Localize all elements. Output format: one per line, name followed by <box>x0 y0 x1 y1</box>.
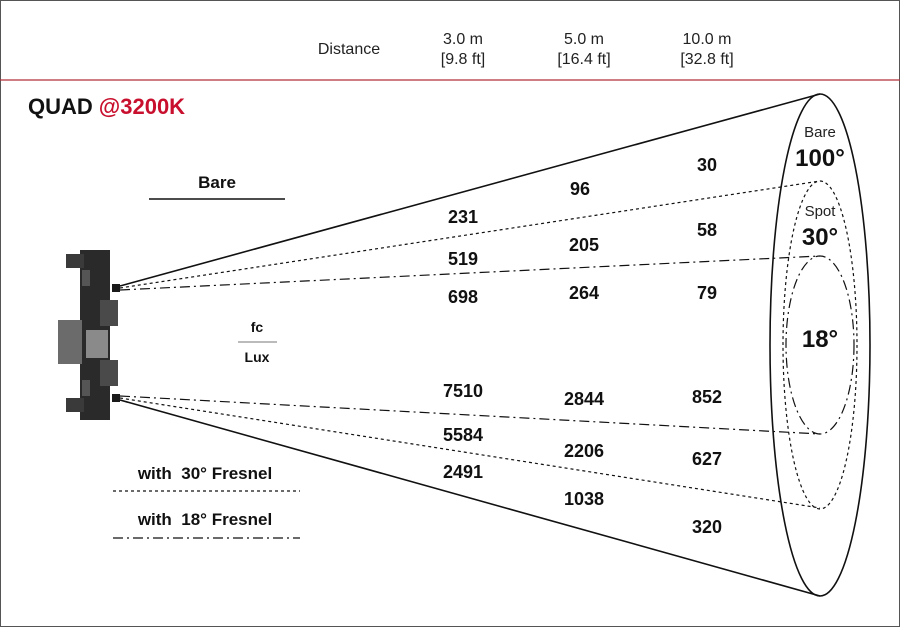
fc-narrow-3m: 698 <box>447 287 479 307</box>
lux-spot-5m: 2206 <box>563 441 605 461</box>
quad-fixture-image <box>58 250 120 420</box>
lux-spot-10m: 627 <box>691 449 723 469</box>
fc-bare-5m: 96 <box>569 179 591 199</box>
lux-spot-3m: 5584 <box>442 425 484 445</box>
col-3-metric: 10.0 m <box>682 31 732 48</box>
title <box>28 94 185 119</box>
legend-bare-label: Bare <box>198 173 236 192</box>
lux-bare-3m: 2491 <box>442 462 484 482</box>
fc-narrow-5m: 264 <box>568 283 600 303</box>
lux-narrow-5m: 2844 <box>563 389 605 409</box>
fc-bare-3m: 231 <box>447 207 479 227</box>
fc-narrow-10m: 79 <box>696 283 718 303</box>
legend-fresnel18-label: with 18° Fresnel <box>137 510 273 529</box>
title-product: QUAD <box>28 94 93 119</box>
col-1-metric: 3.0 m <box>442 31 484 48</box>
lux-bare-5m: 1038 <box>563 489 605 509</box>
angle-spot-label: Spot <box>804 203 836 220</box>
col-3-imperial: [32.8 ft] <box>680 51 734 68</box>
legend-fresnel30-label: with 30° Fresnel <box>137 464 273 483</box>
angle-bare-label: Bare <box>804 124 836 141</box>
fc-spot-5m: 205 <box>568 235 600 255</box>
unit-lux: Lux <box>244 349 270 365</box>
fc-spot-10m: 58 <box>696 220 718 240</box>
lux-narrow-3m: 7510 <box>442 381 484 401</box>
fc-bare-10m: 30 <box>696 155 718 175</box>
angle-narrow-value: 18° <box>801 326 839 353</box>
col-1-imperial: [9.8 ft] <box>440 51 486 68</box>
col-2-imperial: [16.4 ft] <box>557 51 611 68</box>
angle-bare-value: 100° <box>795 145 845 172</box>
distance-label: Distance <box>317 41 381 58</box>
lux-narrow-10m: 852 <box>691 387 723 407</box>
title-temperature: @3200K <box>98 94 186 119</box>
angle-spot-value: 30° <box>801 224 839 251</box>
fc-spot-3m: 519 <box>447 249 479 269</box>
unit-fc: fc <box>250 319 264 335</box>
lux-bare-10m: 320 <box>691 517 723 537</box>
col-2-metric: 5.0 m <box>563 31 605 48</box>
